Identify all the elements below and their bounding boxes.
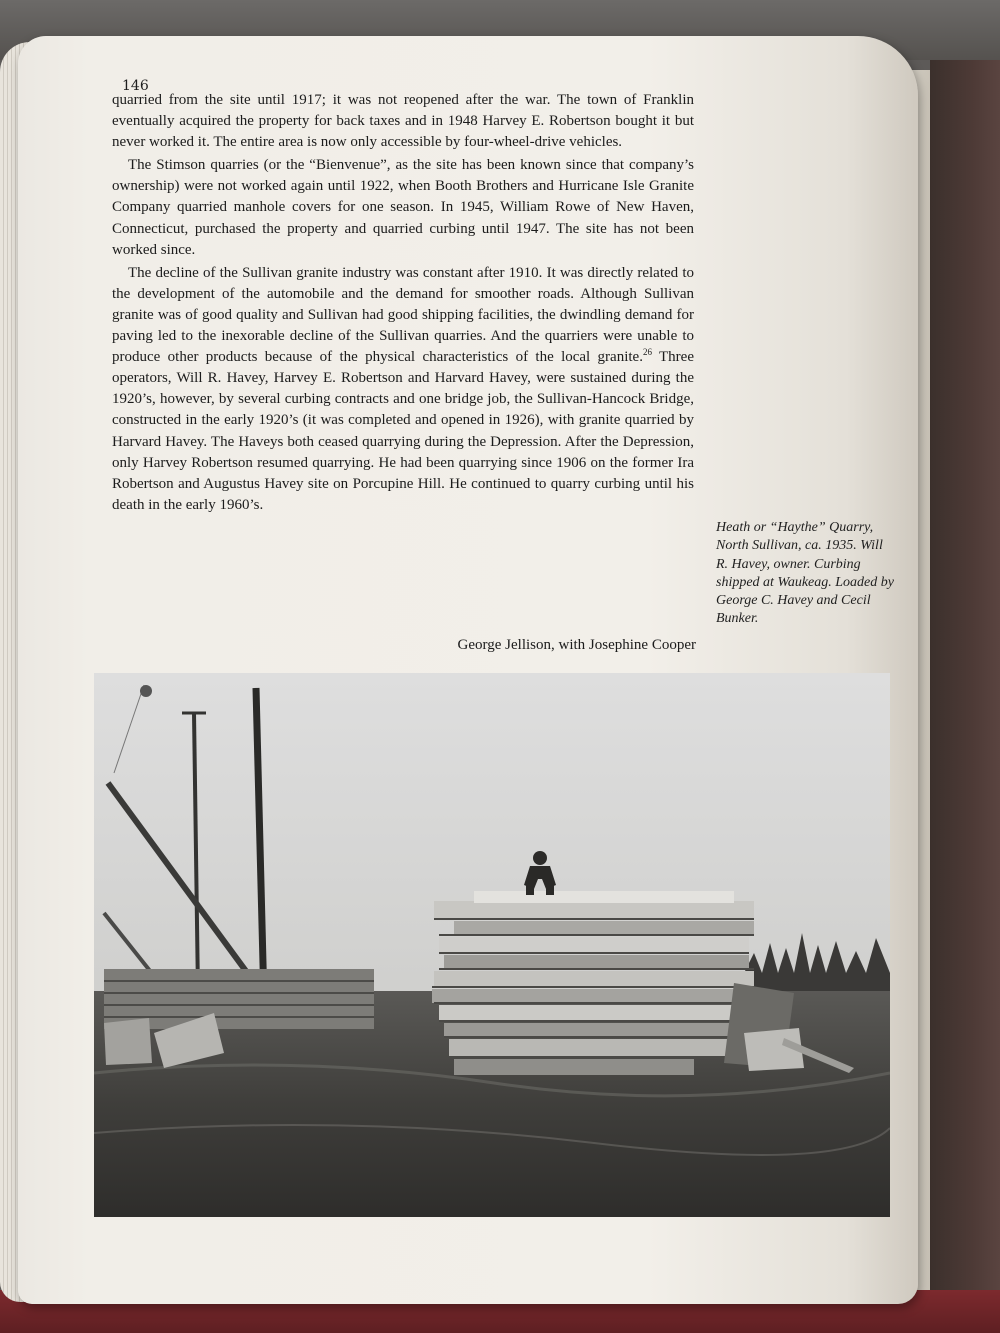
quarry-photograph (94, 673, 890, 1217)
photo-caption: Heath or “Haythe” Quarry, North Sullivan, ca. 1935. Will R. Havey, owner. Curbing shipped at Waukeag. Loaded by George C. Havey and Cecil Bunker. (716, 520, 894, 627)
paragraph-3-part-1: The decline of the Sullivan granite industry was constant after 1910. It was directly related to the development of the automobile and the demand for smoother roads. Although Sullivan granite was of good quality and Sullivan had good shipping facilities, the dwindling demand for paving led to the inexorable decline of the Sullivan quarries. And the quarriers were unable to produce other products because of the physical characteristics of the local granite. (112, 264, 694, 366)
body-text (112, 90, 694, 518)
paragraph-3 (112, 263, 694, 516)
book-spine (930, 60, 1000, 1333)
paragraph-1: quarried from the site until 1917; it was not reopened after the war. The town of Franklin eventually acquired the property for back taxes and in 1948 Harvey E. Robertson bought it but never worked it. The entire area is now only accessible by four-wheel-drive vehicles. (112, 92, 694, 151)
granite-curbing-stack (432, 891, 804, 1075)
footnote-marker: 26 (642, 347, 652, 358)
paragraph-3-part-2: Three operators, Will R. Havey, Harvey E. Robertson and Harvard Havey, were sustained during the 1920’s, however, by several curbing contracts and one bridge job, the Sullivan-Hancock Bridge, constructed in the early 1920’s (it was completed and opened in 1926), with granite quarried by Harvard Havey. The Haveys both ceased quarrying during the Depression. After the Depression, only Harvey Robertson resumed quarrying. He had been quarrying since 1906 on the former Ira Robertson and Augustus Havey site on Porcupine Hill. He continued to quarry curbing until his death in the early 1960’s. (112, 349, 694, 513)
author-byline: George Jellison, with Josephine Cooper (457, 637, 696, 653)
page-number: 146 (122, 78, 149, 94)
paragraph-2: The Stimson quarries (or the “Bienvenue”, as the site has been known since that company’s ownership) were not worked again until 1922, when Booth Brothers and Hurricane Isle Granite Company quarried manhole covers for one season. In 1945, William Rowe of New Haven, Connecticut, purchased the property and quarried curbing until 1947. The site has not been worked since. (112, 157, 694, 258)
